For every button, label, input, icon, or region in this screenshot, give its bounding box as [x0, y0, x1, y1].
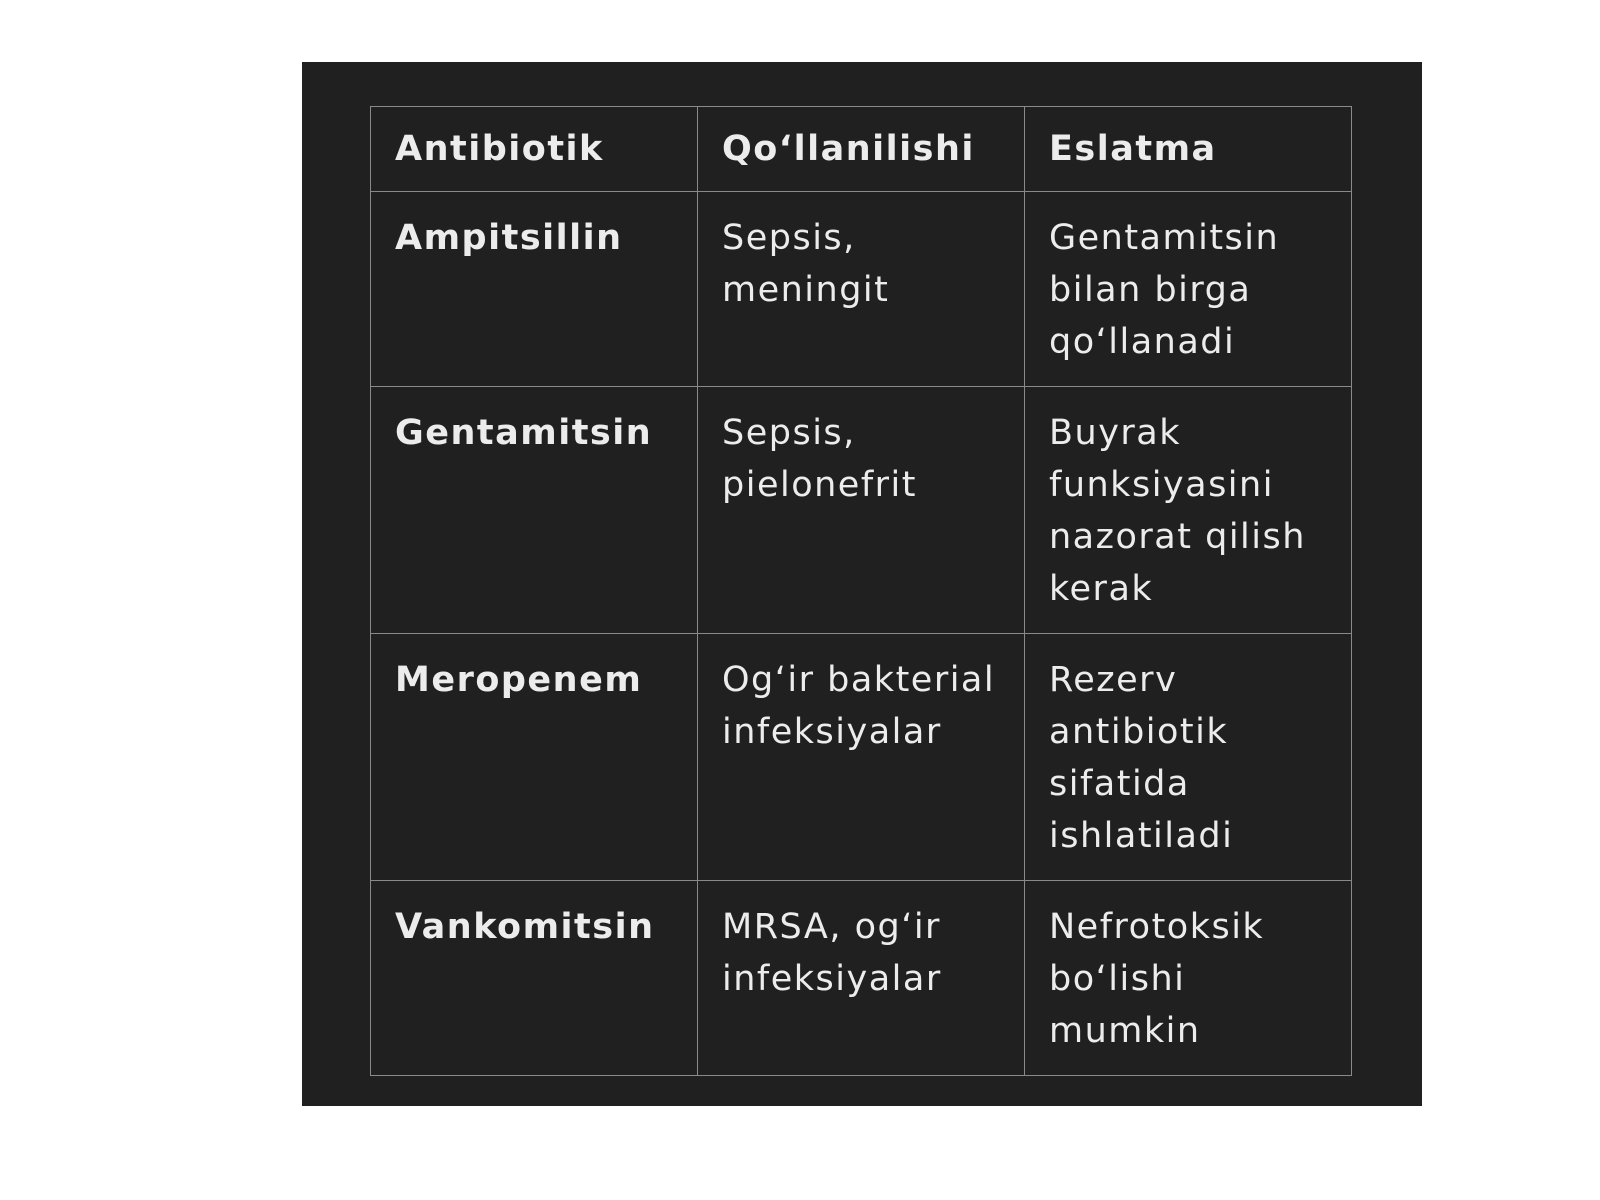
table-row	[371, 192, 1352, 387]
header-qollanilishi: Qo‘llanilishi	[698, 107, 1025, 192]
table-row	[371, 881, 1352, 1076]
cell-antibiotik: Ampitsillin	[371, 192, 698, 387]
cell-antibiotik: Gentamitsin	[371, 387, 698, 634]
cell-eslatma: Buyrak funksiyasini nazorat qilish kerak	[1025, 387, 1352, 634]
table-row	[371, 387, 1352, 634]
cell-antibiotik: Meropenem	[371, 634, 698, 881]
cell-qollanilishi: Sepsis, meningit	[698, 192, 1025, 387]
table-row	[371, 634, 1352, 881]
cell-eslatma: Rezerv antibiotik sifatida ishlatiladi	[1025, 634, 1352, 881]
cell-antibiotik: Vankomitsin	[371, 881, 698, 1076]
cell-qollanilishi: Og‘ir bakterial infeksiyalar	[698, 634, 1025, 881]
antibiotics-table	[370, 106, 1352, 1076]
document-panel	[302, 62, 1422, 1106]
cell-qollanilishi: MRSA, og‘ir infeksiyalar	[698, 881, 1025, 1076]
cell-eslatma: Nefrotoksik bo‘lishi mumkin	[1025, 881, 1352, 1076]
cell-eslatma: Gentamitsin bilan birga qo‘llanadi	[1025, 192, 1352, 387]
header-eslatma: Eslatma	[1025, 107, 1352, 192]
cell-qollanilishi: Sepsis, pielonefrit	[698, 387, 1025, 634]
table-header-row	[371, 107, 1352, 192]
header-antibiotik: Antibiotik	[371, 107, 698, 192]
